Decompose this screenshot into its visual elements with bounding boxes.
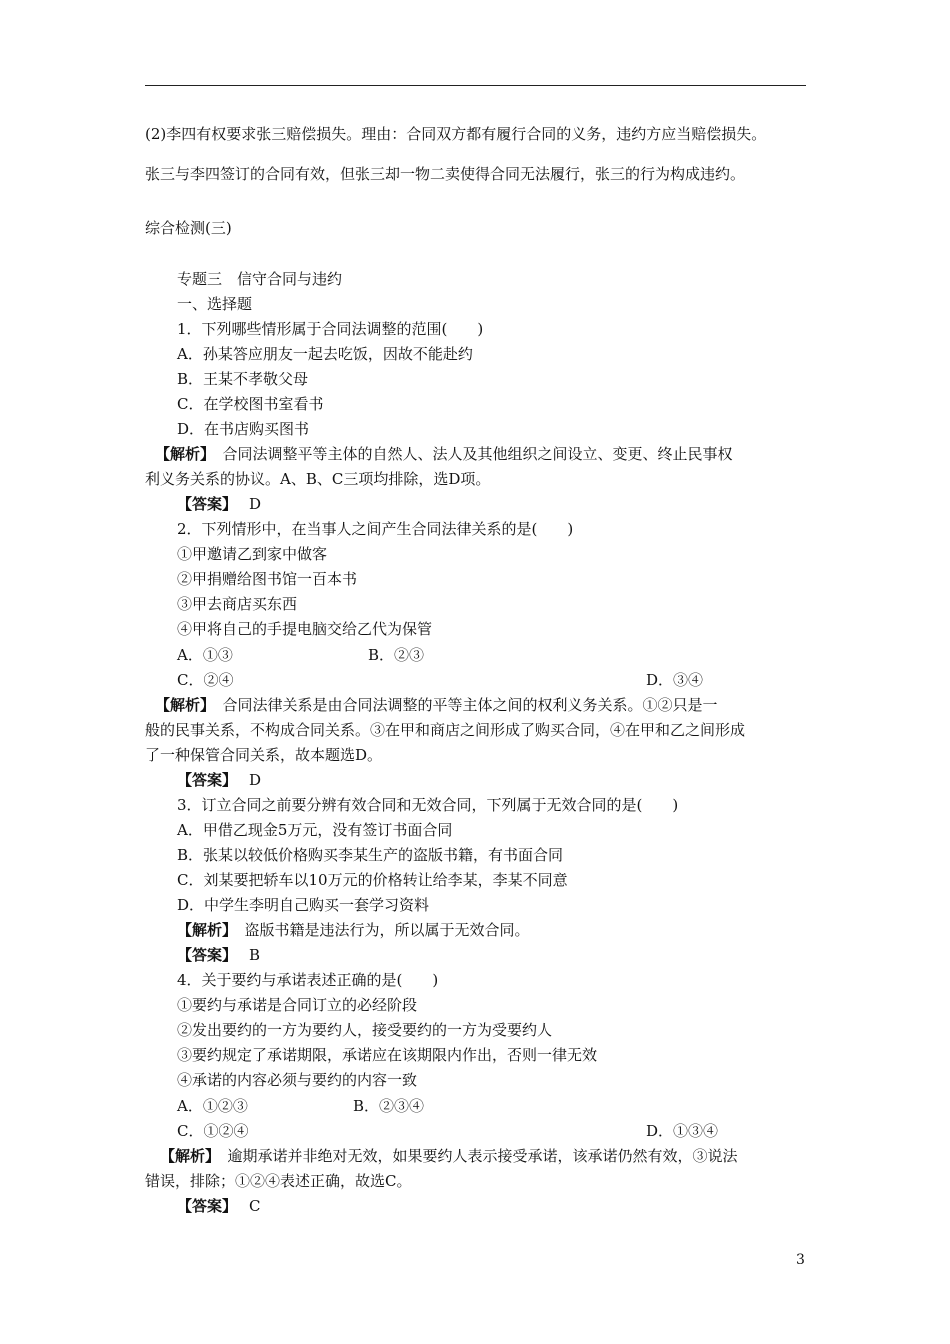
option-a: A．甲借乙现金5万元，没有签订书面合同 [177, 821, 453, 839]
statement: ①要约与承诺是合同订立的必经阶段 [177, 996, 418, 1014]
analysis-text: 合同法调整平等主体的自然人、法人及其他组织之间设立、变更、终止民事权 [207, 445, 733, 463]
answer-value: C [249, 1197, 261, 1215]
option-d: D．中学生李明自己购买一套学习资料 [177, 896, 430, 914]
statement: ②发出要约的一方为要约人，接受要约的一方为受要约人 [177, 1021, 553, 1039]
option-b: B．②③ [368, 646, 425, 664]
statement: ③甲去商店买东西 [177, 595, 298, 613]
question-stem: 2．下列情形中，在当事人之间产生合同法律关系的是( ) [177, 520, 574, 538]
analysis-line [177, 920, 530, 940]
answer-line [177, 945, 260, 965]
statement: ④甲将自己的手提电脑交给乙代为保管 [177, 620, 433, 638]
analysis-label: 【解析】 [160, 1147, 213, 1165]
question-stem: 1．下列哪些情形属于合同法调整的范围( ) [177, 320, 484, 338]
question-stem: 3．订立合同之前要分辨有效合同和无效合同，下列属于无效合同的是( ) [177, 796, 679, 814]
option-a: A．①③ [177, 646, 233, 664]
section-title: 综合检测(三) [145, 219, 232, 237]
answer-line [177, 770, 261, 790]
option-c: C．在学校图书室看书 [177, 395, 324, 413]
answer-label: 【答案】 [177, 495, 238, 513]
answer-line [177, 1196, 261, 1216]
option-d: D．③④ [646, 671, 704, 689]
analysis-line [155, 695, 718, 715]
option-b: B．②③④ [353, 1097, 425, 1115]
paragraph-line: 张三与李四签订的合同有效，但张三却一物二卖使得合同无法履行，张三的行为构成违约。 [145, 165, 746, 183]
paragraph-line: (2)李四有权要求张三赔偿损失。理由：合同双方都有履行合同的义务，违约方应当赔偿损失。 [145, 125, 767, 143]
analysis-label: 【解析】 [155, 445, 208, 463]
page-number: 3 [796, 1252, 805, 1268]
answer-line [177, 494, 261, 514]
analysis-label: 【解析】 [177, 921, 230, 939]
answer-label: 【答案】 [177, 1197, 238, 1215]
part-title: 一、选择题 [177, 295, 253, 313]
option-a: A．孙某答应朋友一起去吃饭，因故不能赴约 [177, 345, 473, 363]
answer-value: D [249, 495, 262, 513]
analysis-text: 合同法律关系是由合同法调整的平等主体之间的权利义务关系。①②只是一 [207, 696, 718, 714]
option-c: C．刘某要把轿车以10万元的价格转让给李某，李某不同意 [177, 871, 568, 889]
option-b: B．王某不孝敬父母 [177, 370, 309, 388]
option-c: C．②④ [177, 671, 234, 689]
option-d: D．在书店购买图书 [177, 420, 310, 438]
analysis-text: 了一种保管合同关系，故本题选D。 [145, 746, 383, 764]
option-a: A．①②③ [177, 1097, 248, 1115]
analysis-text: 般的民事关系，不构成合同关系。③在甲和商店之间形成了购买合同，④在甲和乙之间形成 [145, 721, 746, 739]
question-stem: 4．关于要约与承诺表述正确的是( ) [177, 971, 439, 989]
analysis-text: 盗版书籍是违法行为，所以属于无效合同。 [229, 921, 530, 939]
option-d: D．①③④ [646, 1122, 719, 1140]
statement: ③要约规定了承诺期限，承诺应在该期限内作出，否则一律无效 [177, 1046, 598, 1064]
analysis-text: 错误，排除；①②④表述正确，故选C。 [145, 1172, 412, 1190]
answer-value: D [249, 771, 262, 789]
answer-value: B [249, 946, 261, 964]
topic-title: 专题三 信守合同与违约 [177, 270, 343, 288]
header-rule [145, 85, 806, 86]
statement: ④承诺的内容必须与要约的内容一致 [177, 1071, 418, 1089]
analysis-label: 【解析】 [155, 696, 208, 714]
option-b: B．张某以较低价格购买李某生产的盗版书籍，有书面合同 [177, 846, 564, 864]
statement: ②甲捐赠给图书馆一百本书 [177, 570, 358, 588]
answer-label: 【答案】 [177, 771, 238, 789]
option-c: C．①②④ [177, 1122, 249, 1140]
analysis-line [155, 444, 733, 464]
analysis-text: 逾期承诺并非绝对无效，如果要约人表示接受承诺，该承诺仍然有效，③说法 [212, 1147, 738, 1165]
analysis-text: 利义务关系的协议。A、B、C三项均排除，选D项。 [145, 470, 491, 488]
statement: ①甲邀请乙到家中做客 [177, 545, 328, 563]
answer-label: 【答案】 [177, 946, 238, 964]
analysis-line [160, 1146, 738, 1166]
